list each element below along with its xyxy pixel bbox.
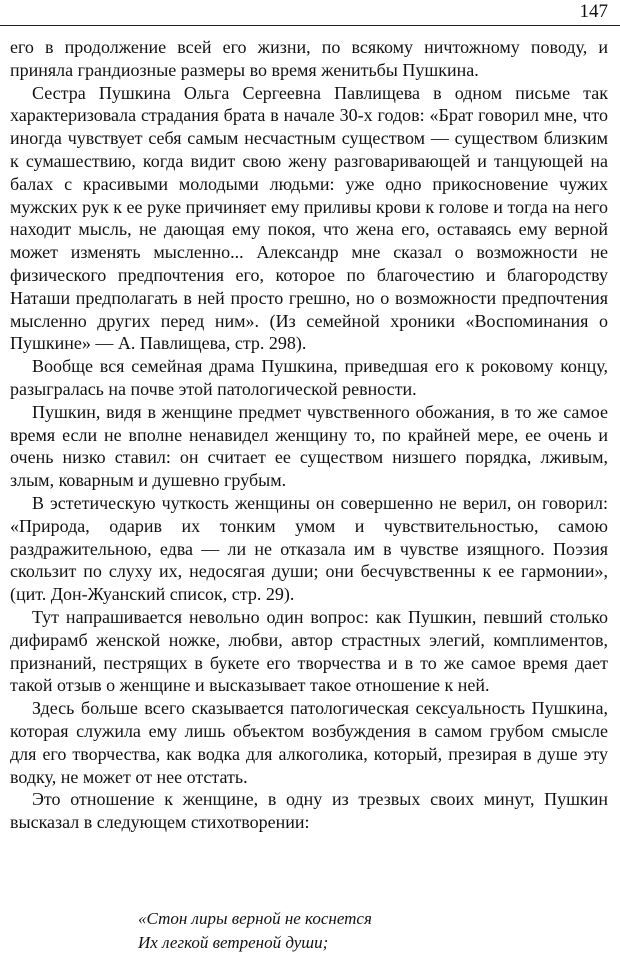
poem-excerpt [138, 907, 372, 955]
verse-line: Их легкой ветреной души; [138, 933, 329, 952]
paragraph: Это отношение к женщине, в одну из трезвых своих минут, Пушкин высказал в следующем стихотворении: [10, 789, 608, 833]
header-rule [0, 25, 620, 26]
paragraph: Тут напрашивается невольно один вопрос: как Пушкин, певший столько дифирамб женской ножке, любви, автор страстных элегий, комплиментов, признаний, пестрящих в букете его творчества и в то же самое время дает такой отзыв о женщине и высказывает такое отношение к ней. [10, 606, 608, 696]
paragraph: Вообще вся семейная драма Пушкина, приведшая его к роковому концу, разыгралась на почве этой патологической ревности. [10, 356, 608, 399]
verse-line: «Стон лиры верной не коснется [138, 909, 372, 928]
body-text [10, 36, 608, 834]
paragraph: Пушкин, видя в женщине предмет чувственного обожания, в то же самое время если не вполне ненавидел женщину то, по крайней мере, ее очень и очень низко ставил: он считает ее существом низшего порядка, лживым, злым, коварным и душевно грубым. [10, 401, 608, 491]
paragraph-continuation: его в продолжение всей его жизни, по всякому ничтожному поводу, и приняла грандиозные размеры во время женитьбы Пушкина. [10, 37, 608, 80]
paragraph: Сестра Пушкина Ольга Сергеевна Павлищева в одном письме так характеризовала страдания брата в начале 30-х годов: «Брат говорил мне, что иногда чувствует себя самым несчастным существом — существом близким к сумашествию, когда видит свою жену разговаривающей и танцующей на балах с красивыми молодыми людьми: уже одно прикосновение чужих мужских рук к ее руке причиняет ему приливы крови к голове и тогда на него находит мысль, не дающая ему покоя, что жена его, оставаясь ему верной может изменять мысленно... Александр мне сказал о возможности не физического предпочтения его, которое по благочестию и благородству Наташи предполагать в ней просто грешно, но о возможности предпочтения мысленно других перед ним». (Из семейной хроники «Воспоминания о Пушкине» — А. Павлищева, стр. 298). [10, 82, 608, 354]
paragraph: Здесь больше всего сказывается патологическая сексуальность Пушкина, которая служила ему лишь объектом возбуждения в самом грубом смысле для его творчества, как водка для алкоголика, который, презирая в душе эту водку, не может от нее отстать. [10, 698, 608, 787]
page-number: 147 [579, 1, 608, 22]
paragraph: В эстетическую чуткость женщины он совершенно не верил, он говорил: «Природа, одарив их тонким умом и чувствительностью, самою раздражительною, едва — ли не отказала им в чувстве изящного. Поэзия скользит по слуху их, недосягая души; они бесчувственны к ее гармонии», (цит. Дон-Жуанский список, стр. 29). [10, 492, 608, 605]
